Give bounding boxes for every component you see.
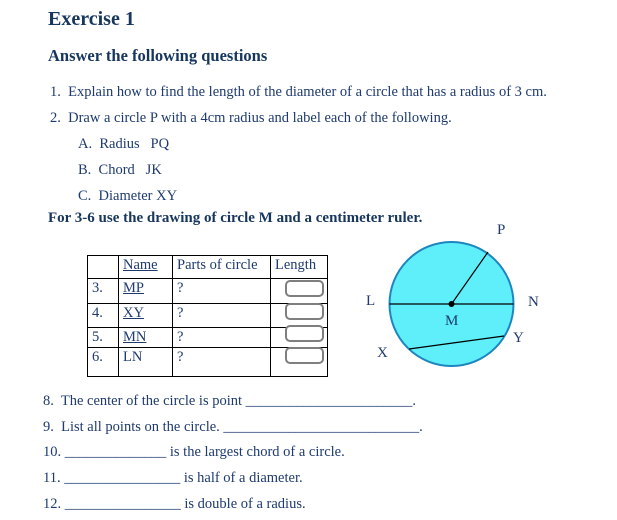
parts-cell: ?	[173, 348, 271, 377]
question-2a: A. Radius PQ	[78, 136, 170, 152]
point-label-y: Y	[513, 330, 524, 346]
header-blank	[88, 256, 119, 279]
point-label-m: M	[445, 313, 459, 329]
segment-name: MP	[119, 279, 173, 304]
segment-name: LN	[119, 348, 173, 377]
segment-name: MN	[119, 328, 173, 348]
instruction-3-6: For 3-6 use the drawing of circle M and a centimeter ruler.	[48, 210, 423, 226]
header-name-label: Name	[123, 257, 158, 273]
point-label-n: N	[528, 294, 539, 310]
question-10: 10. ______________ is the largest chord of a circle.	[43, 444, 345, 460]
center-point-dot	[449, 301, 455, 307]
row-number: 6.	[88, 348, 119, 377]
segment-name: XY	[119, 304, 173, 328]
point-label-x: X	[377, 345, 388, 361]
length-input-5[interactable]	[285, 325, 324, 342]
length-input-6[interactable]	[285, 347, 324, 364]
length-input-3[interactable]	[285, 280, 324, 297]
point-label-p: P	[497, 222, 506, 238]
parts-cell: ?	[173, 304, 271, 328]
question-9: 9. List all points on the circle. ___________________________.	[43, 419, 423, 435]
row-number: 3.	[88, 279, 119, 304]
circle-m-diagram	[365, 220, 550, 380]
header-name	[119, 256, 173, 279]
row-number: 5.	[88, 328, 119, 348]
page-title: Exercise 1	[48, 8, 135, 30]
length-input-4[interactable]	[285, 303, 324, 320]
question-2b: B. Chord JK	[78, 162, 162, 178]
question-2: 2. Draw a circle P with a 4cm radius and label each of the following.	[50, 110, 452, 126]
point-label-l: L	[366, 293, 376, 309]
row-number: 4.	[88, 304, 119, 328]
header-length: Length	[271, 256, 328, 279]
question-11: 11. ________________ is half of a diameter.	[43, 470, 303, 486]
question-12: 12. ________________ is double of a radius.	[43, 496, 306, 512]
table-header-row	[88, 256, 328, 279]
question-2c: C. Diameter XY	[78, 188, 178, 204]
parts-cell: ?	[173, 279, 271, 304]
parts-cell: ?	[173, 328, 271, 348]
question-1: 1. Explain how to find the length of the diameter of a circle that has a radius of 3 cm.	[50, 84, 547, 100]
header-parts: Parts of circle	[173, 256, 271, 279]
section-heading: Answer the following questions	[48, 46, 268, 65]
question-8: 8. The center of the circle is point _______________________.	[43, 393, 417, 409]
